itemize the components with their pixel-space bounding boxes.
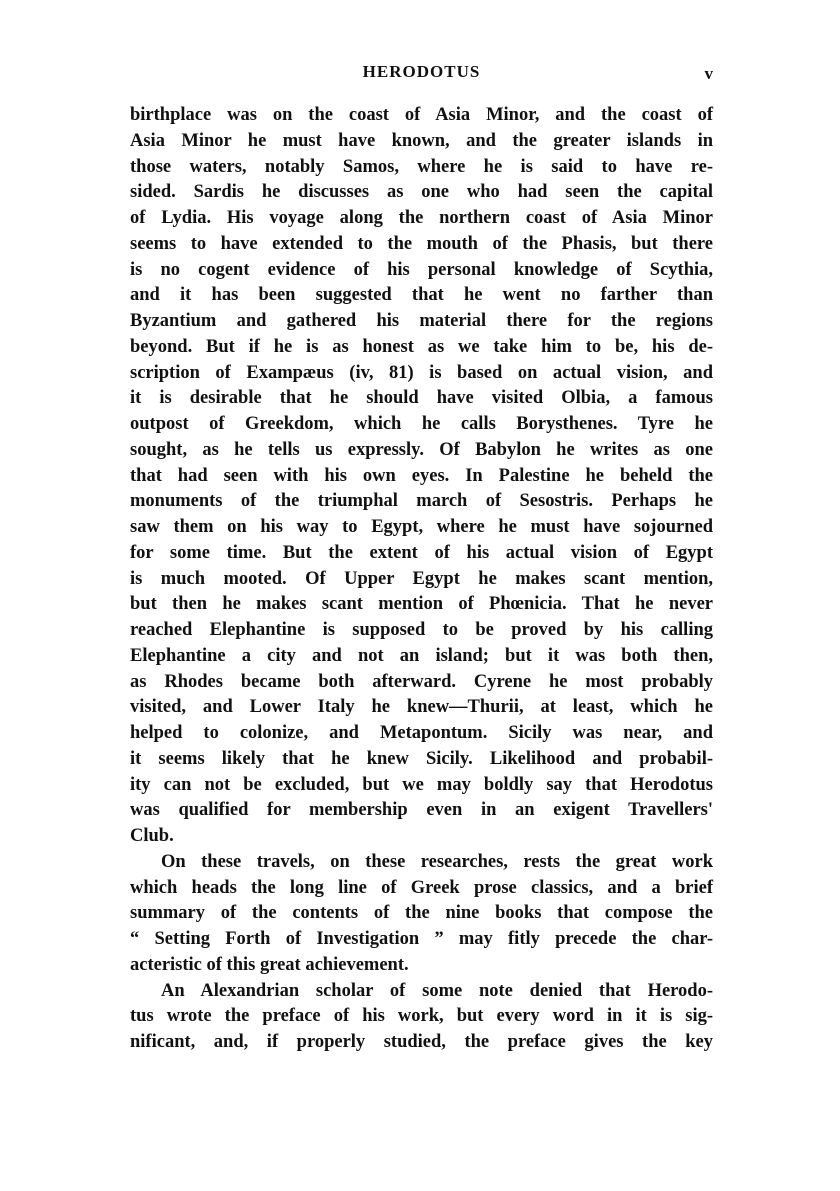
text-line: nificant, and, if properly studied, the preface gives the key — [130, 1032, 713, 1052]
text-line: “ Setting Forth of Investigation ” may fitly precede the char- — [130, 929, 713, 949]
text-line: seems to have extended to the mouth of the Phasis, but there — [130, 233, 713, 254]
running-title: HERODOTUS — [362, 62, 481, 81]
text-line: reached Elephantine is supposed to be proved by his calling — [130, 620, 713, 640]
text-line: and it has been suggested that he went no farther than — [130, 285, 713, 306]
text-line: Elephantine a city and not an island; but it was both then, — [130, 645, 713, 666]
text-line: helped to colonize, and Metapontum. Sicily was near, and — [130, 723, 713, 743]
body-text — [130, 103, 713, 1056]
text-line: for some time. But the extent of his actual vision of Egypt — [130, 542, 713, 563]
text-line: beyond. But if he is as honest as we take him to be, his de- — [130, 336, 713, 357]
paragraph-end-line: acteristic of this great achievement. — [130, 954, 409, 975]
text-line: those waters, notably Samos, where he is said to have re- — [130, 156, 713, 177]
text-line: it is desirable that he should have visited Olbia, a famous — [130, 388, 713, 409]
page-number: v — [704, 64, 713, 83]
text-line: was qualified for membership even in an exigent Travellers' — [130, 800, 713, 821]
text-line: ity can not be excluded, but we may boldly say that Herodotus — [130, 774, 713, 795]
paragraph-start-line: An Alexandrian scholar of some note denied that Herodo- — [161, 980, 713, 1001]
text-line: Asia Minor he must have known, and the greater islands in — [130, 130, 713, 151]
text-line: which heads the long line of Greek prose classics, and a brief — [130, 877, 713, 898]
paragraph-start-line: On these travels, on these researches, rests the great work — [161, 851, 713, 872]
text-line: sought, as he tells us expressly. Of Babylon he writes as one — [130, 439, 713, 460]
text-line: monuments of the triumphal march of Sesostris. Perhaps he — [130, 491, 713, 512]
text-line: tus wrote the preface of his work, but every word in it is sig- — [130, 1006, 713, 1027]
text-line: of Lydia. His voyage along the northern coast of Asia Minor — [130, 208, 713, 228]
text-line: outpost of Greekdom, which he calls Borysthenes. Tyre he — [130, 414, 713, 434]
text-line: but then he makes scant mention of Phœnicia. That he never — [130, 594, 713, 615]
text-line: Byzantium and gathered his material there for the regions — [130, 311, 713, 331]
paragraph-end-line: Club. — [130, 826, 174, 846]
running-head — [130, 62, 713, 86]
text-line: birthplace was on the coast of Asia Minor, and the coast of — [130, 105, 713, 125]
text-line: sided. Sardis he discusses as one who had seen the capital — [130, 182, 713, 203]
text-line: scription of Exampæus (iv, 81) is based on actual vision, and — [130, 362, 713, 383]
text-line: as Rhodes became both afterward. Cyrene he most probably — [130, 671, 713, 692]
text-line: summary of the contents of the nine books that compose the — [130, 903, 713, 924]
text-line: it seems likely that he knew Sicily. Likelihood and probabil- — [130, 748, 713, 769]
text-line: is much mooted. Of Upper Egypt he makes scant mention, — [130, 568, 713, 589]
text-line: is no cogent evidence of his personal knowledge of Scythia, — [130, 259, 713, 280]
text-line: saw them on his way to Egypt, where he must have sojourned — [130, 517, 713, 537]
text-line: that had seen with his own eyes. In Palestine he beheld the — [130, 465, 713, 486]
text-line: visited, and Lower Italy he knew—Thurii, at least, which he — [130, 697, 713, 718]
